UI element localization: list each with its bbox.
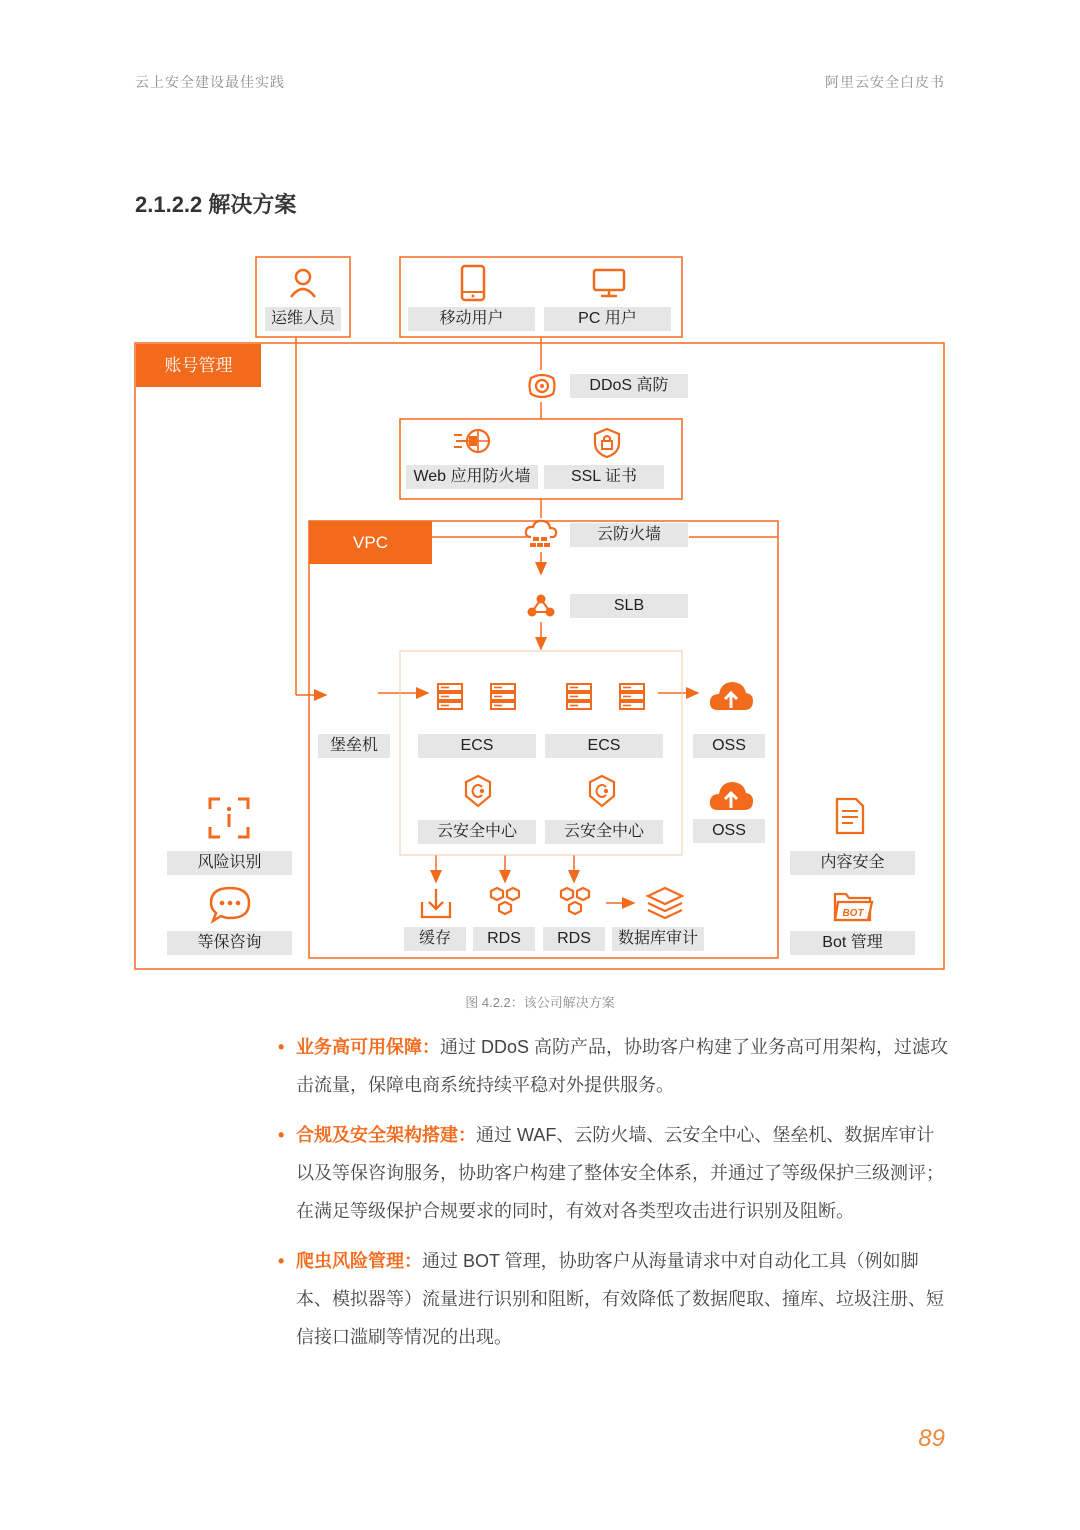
- server-icon: [618, 682, 646, 710]
- page-number: 89: [918, 1425, 945, 1452]
- chat-bubble-icon: [209, 886, 251, 924]
- compliance-consulting-label: 等保咨询: [167, 931, 292, 955]
- ecs-label: ECS: [418, 734, 536, 758]
- bullet-list: [278, 1028, 948, 1368]
- security-center-label: 云安全中心: [418, 820, 536, 844]
- mobile-phone-icon: [459, 264, 487, 302]
- bullet-text: 通过 WAF、云防火墙、云安全中心、堡垒机、数据库审计以及等保咨询服务，协助客户构建了整体安全体系，并通过了等级保护三级测评；在满足等级保护合规要求的同时，有效对各类型攻击进行识别及阻断。: [296, 1125, 944, 1221]
- vpc-label: VPC: [309, 521, 432, 564]
- bot-management-label: Bot 管理: [790, 931, 915, 955]
- rds-label: RDS: [543, 927, 605, 951]
- bastion-label: 堡垒机: [318, 734, 390, 758]
- pc-user-label: PC 用户: [544, 307, 671, 331]
- server-icon: [436, 682, 464, 710]
- cloud-firewall-label: 云防火墙: [570, 523, 688, 547]
- waf-label: Web 应用防火墙: [406, 465, 538, 489]
- ddos-shield-icon: [526, 370, 558, 402]
- bullet-text: 通过 BOT 管理，协助客户从海量请求中对自动化工具（例如脚本、模拟器等）流量进行识别和阻断，有效降低了数据爬取、撞库、垃圾注册、短信接口滥刷等情况的出现。: [296, 1251, 944, 1347]
- bullet-dot-icon: •: [278, 1125, 285, 1145]
- bot-folder-icon: [832, 888, 874, 924]
- bullet-item: [278, 1116, 948, 1230]
- account-mgmt-label: 账号管理: [136, 344, 261, 387]
- ssl-lock-icon: [593, 427, 621, 459]
- figure-caption: 图 4.2.2：该公司解决方案: [465, 995, 615, 1010]
- bullet-dot-icon: •: [278, 1037, 285, 1057]
- waf-firewall-icon: [452, 427, 492, 457]
- db-audit-label: 数据库审计: [612, 927, 704, 951]
- rds-database-icon: [557, 886, 593, 920]
- cloud-firewall-icon: [524, 519, 558, 551]
- document-icon: [834, 796, 866, 836]
- security-center-icon: [587, 774, 617, 808]
- oss-cloud-icon: [708, 778, 754, 812]
- server-icon: [565, 682, 593, 710]
- slb-label: SLB: [570, 594, 688, 618]
- bullet-key: 业务高可用保障：: [296, 1037, 440, 1057]
- content-security-label: 内容安全: [790, 851, 915, 875]
- security-center-icon: [463, 774, 493, 808]
- bullet-item: [278, 1028, 948, 1104]
- slb-load-balancer-icon: [527, 593, 555, 619]
- cache-download-icon: [418, 886, 454, 920]
- ddos-label: DDoS 高防: [570, 374, 688, 398]
- risk-scan-icon: [208, 797, 250, 839]
- oss-cloud-icon: [708, 678, 754, 712]
- rds-database-icon: [487, 886, 523, 920]
- bullet-item: [278, 1242, 948, 1356]
- risk-identification-label: 风险识别: [167, 851, 292, 875]
- bullet-text: 通过 DDoS 高防产品，协助客户构建了业务高可用架构，过滤攻击流量，保障电商系统持续平稳对外提供服务。: [296, 1037, 949, 1095]
- cache-label: 缓存: [404, 927, 466, 951]
- person-icon: [288, 267, 318, 299]
- bullet-key: 爬虫风险管理：: [296, 1251, 422, 1271]
- section-title: 2.1.2.2 解决方案: [135, 192, 297, 217]
- ssl-label: SSL 证书: [544, 465, 664, 489]
- mobile-user-label: 移动用户: [408, 307, 535, 331]
- server-icon: [489, 682, 517, 710]
- rds-label: RDS: [473, 927, 535, 951]
- ops-user-label: 运维人员: [265, 307, 341, 331]
- account-frame: [135, 343, 944, 969]
- pc-monitor-icon: [592, 268, 626, 298]
- bullet-key: 合规及安全架构搭建：: [296, 1125, 476, 1145]
- running-header-right: 阿里云安全白皮书: [825, 74, 945, 90]
- security-center-label: 云安全中心: [545, 820, 663, 844]
- oss-label: OSS: [693, 734, 765, 758]
- oss-label: OSS: [693, 819, 765, 843]
- running-header-left: 云上安全建设最佳实践: [135, 74, 285, 90]
- db-audit-layers-icon: [645, 886, 685, 922]
- bullet-dot-icon: •: [278, 1251, 285, 1271]
- ecs-label: ECS: [545, 734, 663, 758]
- bot-icon-text: BOT: [842, 908, 864, 919]
